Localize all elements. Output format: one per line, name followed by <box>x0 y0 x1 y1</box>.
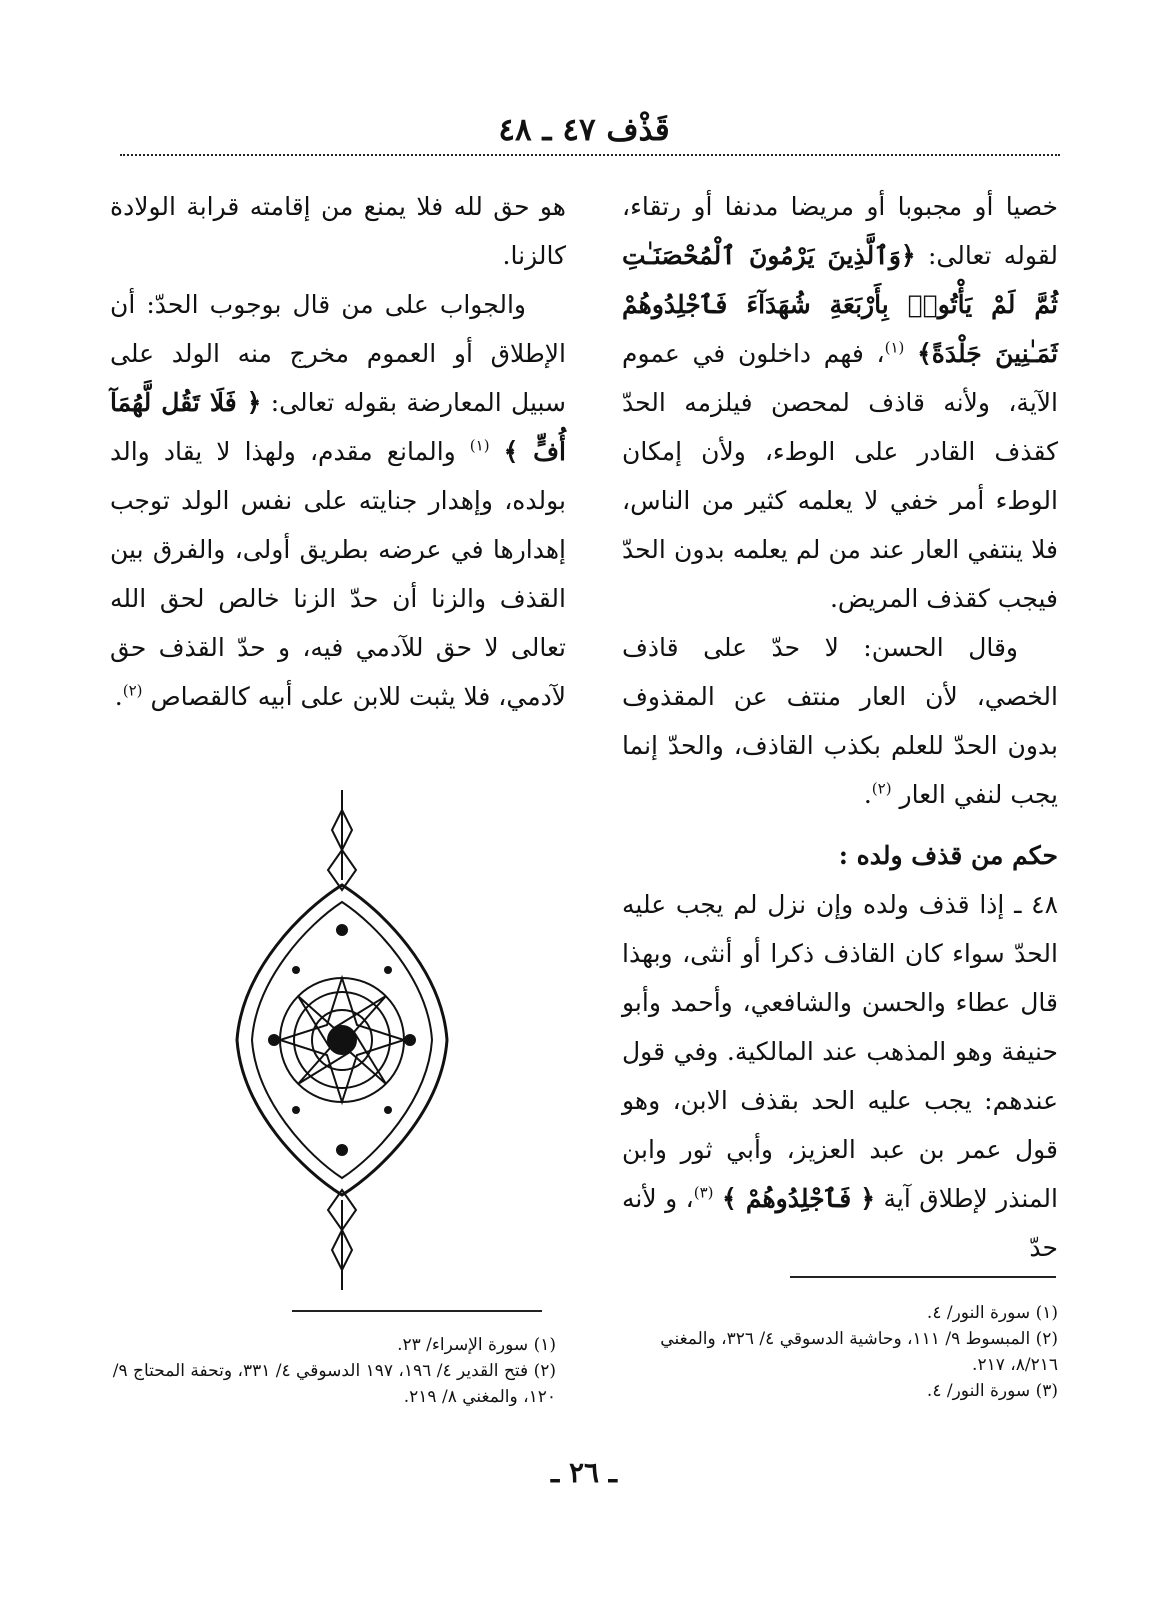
right-paragraph-3 <box>622 880 1058 1272</box>
right-paragraph-1 <box>622 182 1058 623</box>
left-p2-text-b: والمانع مقدم، ولهذا لا يقاد والد بولده، وإهدار جنايته على نفس الولد توجب إهدارها في عرضه بطريق أولى، والفرق بين القذف والزنا أن حدّ الزنا خالص لحق الله تعالى لا حق للآدمي فيه، و حدّ القذف حق لآدمي، فلا يثبت للابن على أبيه كالقصاص <box>110 437 566 711</box>
footnote-ref-1: (١) <box>884 338 905 357</box>
left-p2-text-a: والجواب على من قال بوجوب الحدّ: أن الإطلاق أو العموم مخرج منه الولد على سبيل المعارضة بقوله تعالى: <box>110 290 566 417</box>
right-p1-text-b: ، فهم داخلون في عموم الآية، ولأنه قاذف لمحصن فيلزمه الحدّ كقذف القادر على الوطء، ولأن إمكان الوطء أمر خفي لا يعلمه كثير من الناس، فلا ينتفي العار عند من لم يعلمه بدون الحدّ فيجب كقذف المريض. <box>622 339 1058 613</box>
footnote-item: (٣) سورة النور/ ٤. <box>926 1381 1058 1401</box>
decorative-ornament-icon <box>232 790 452 1290</box>
footnote-item: (٢) فتح القدير ٤/ ١٩٦، ١٩٧ الدسوقي ٤/ ٣٣١، وتحفة المحتاج ٩/ ١٢٠، والمغني ٨/ ٢١٩. <box>112 1361 556 1407</box>
right-p3-text-a: ٤٨ ـ إذا قذف ولده وإن نزل لم يجب عليه الحدّ سواء كان القاذف ذكرا أو أنثى، وبهذا قال عطاء والحسن والشافعي، وأحمد وأبو حنيفة وهو المذهب عند المالكية. وفي قول عندهم: يجب عليه الحد بقذف الابن، وهو قول عمر بن عبد العزيز، وأبي ثور وابن المنذر لإطلاق آية <box>622 890 1058 1213</box>
section-heading: حكم من قذف ولده : <box>838 841 1058 870</box>
right-p3-text-b: ، و لأنه حدّ <box>622 1184 1058 1262</box>
footnote-item: (٢) المبسوط ٩/ ١١١، وحاشية الدسوقي ٤/ ٣٢٦، والمغني ٨/٢١٦، ٢١٧. <box>660 1329 1058 1375</box>
quran-verse-nur-4: ﴿وَٱلَّذِينَ يَرْمُونَ ٱلْمُحْصَنَـٰتِ ثُمَّ لَمْ يَأْتُوا۟ بِأَرْبَعَةِ شُهَدَآءَ فَٱجْلِدُوهُمْ ثَمَـٰنِينَ جَلْدَةً﴾ <box>622 241 1058 368</box>
footnotes-left <box>110 1332 556 1410</box>
footnote-rule-right <box>790 1276 1056 1278</box>
quran-verse-isra-23: ﴿ فَلَا تَقُل لَّهُمَآ أُفٍّ ﴾ <box>110 388 566 466</box>
footnote-rule-left <box>292 1310 542 1312</box>
page-header-title: قَذْف ٤٧ ـ ٤٨ <box>498 112 670 148</box>
footnote-ref-left-2: (٢) <box>122 681 143 700</box>
left-column <box>110 182 566 721</box>
right-p2-text: وقال الحسن: لا حدّ على قاذف الخصي، لأن العار منتف عن المقذوف بدون الحدّ للعلم بكذب القاذف، والحدّ إنما يجب لنفي العار <box>622 633 1058 809</box>
right-column <box>622 182 1058 1272</box>
footnote-ref-3: (٣) <box>693 1183 714 1202</box>
footnote-ref-2: (٢) <box>871 779 892 798</box>
right-p1-text-a: خصيا أو مجبوبا أو مريضا مدنفا أو رتقاء، لقوله تعالى: <box>622 192 1058 270</box>
left-p2-end: . <box>114 682 123 711</box>
quran-verse-fajlidu: ﴿ فَٱجْلِدُوهُمْ ﴾ <box>721 1184 876 1213</box>
footnote-ref-left-1: (١) <box>469 436 490 455</box>
left-paragraph-1: هو حق لله فلا يمنع من إقامته قرابة الولادة كالزنا. <box>110 192 566 270</box>
right-p2-end: . <box>863 780 872 809</box>
page-number: ـ ٢٦ ـ <box>551 1456 617 1489</box>
footnotes-right <box>612 1300 1058 1404</box>
header-dotted-rule <box>120 154 1060 156</box>
right-paragraph-2 <box>622 623 1058 819</box>
footnote-item: (١) سورة الإسراء/ ٢٣. <box>397 1335 556 1355</box>
footnote-item: (١) سورة النور/ ٤. <box>926 1303 1058 1323</box>
left-paragraph-2 <box>110 280 566 721</box>
